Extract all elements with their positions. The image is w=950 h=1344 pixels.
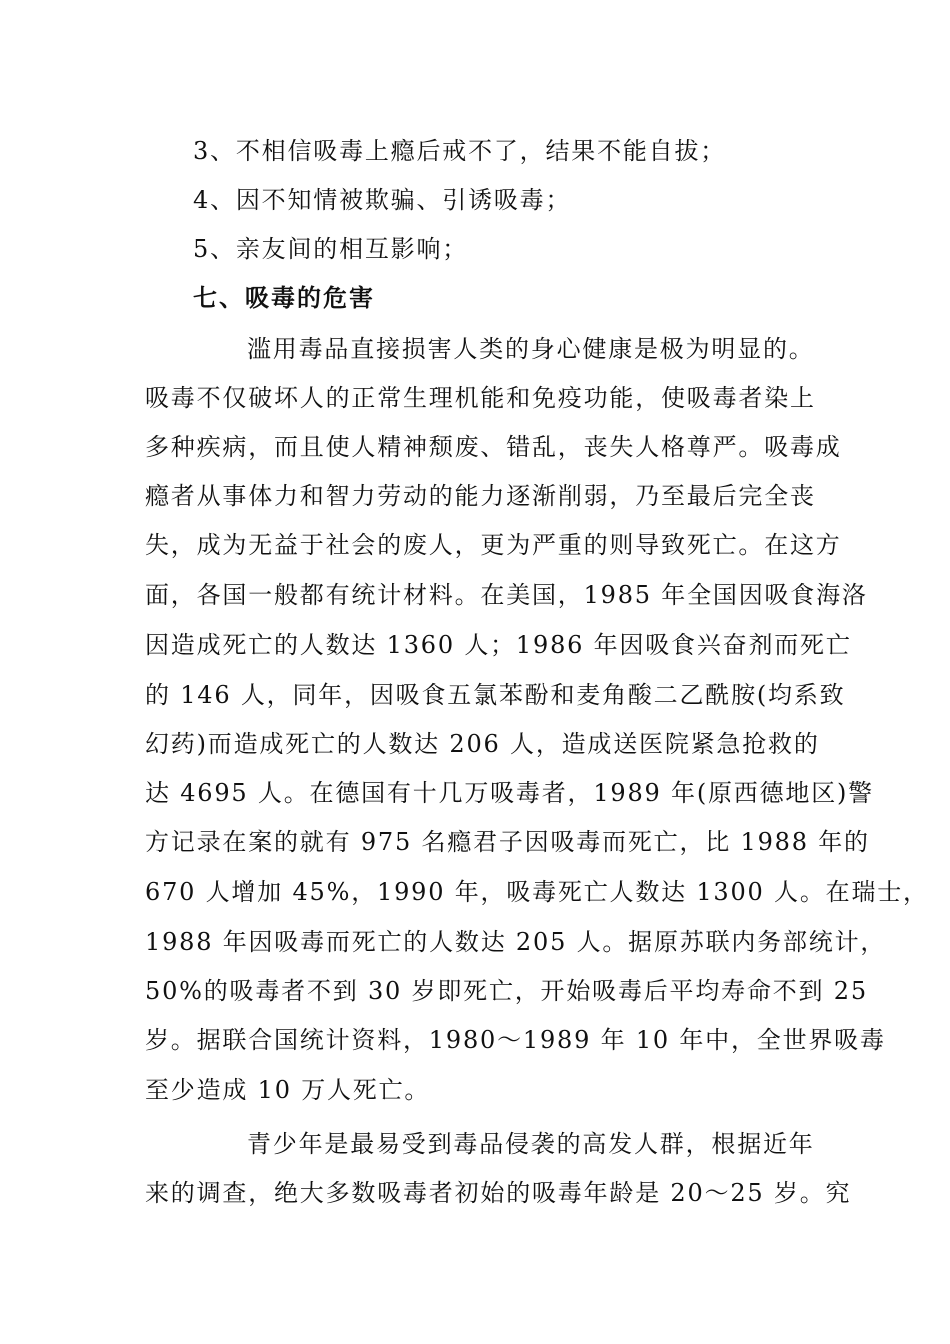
list-item: 3、不相信吸毒上瘾后戒不了，结果不能自拔； [193,137,727,165]
paragraph-line: 多种疾病，而且使人精神颓废、错乱，丧失人格尊严。吸毒成 [145,433,842,461]
paragraph-line: 岁。据联合国统计资料，1980～1989 年 10 年中，全世界吸毒 [145,1026,886,1054]
paragraph-line: 达 4695 人。在德国有十几万吸毒者，1989 年(原西德地区)警 [145,779,874,807]
paragraph-line: 吸毒不仅破坏人的正常生理机能和免疫功能，使吸毒者染上 [145,384,816,412]
paragraph-line: 幻药)而造成死亡的人数达 206 人，造成送医院紧急抢救的 [145,730,820,758]
paragraph-line: 面，各国一般都有统计材料。在美国，1985 年全国因吸食海洛 [145,581,868,609]
paragraph-line: 因造成死亡的人数达 1360 人；1986 年因吸食兴奋剂而死亡 [145,631,852,659]
section-heading: 七、吸毒的危害 [193,283,375,312]
paragraph-line: 来的调查，绝大多数吸毒者初始的吸毒年龄是 20～25 岁。究 [145,1179,852,1207]
paragraph-line: 青少年是最易受到毒品侵袭的高发人群，根据近年 [247,1130,815,1158]
paragraph-line: 至少造成 10 万人死亡。 [145,1076,431,1104]
paragraph-line: 滥用毒品直接损害人类的身心健康是极为明显的。 [247,335,815,363]
list-item: 4、因不知情被欺骗、引诱吸毒； [193,186,572,214]
paragraph-line: 50%的吸毒者不到 30 岁即死亡，开始吸毒后平均寿命不到 25 [145,977,868,1005]
paragraph-line: 失，成为无益于社会的废人，更为严重的则导致死亡。在这方 [145,531,842,559]
paragraph-line: 的 146 人，同年，因吸食五氯苯酚和麦角酸二乙酰胺(均系致 [145,681,846,709]
paragraph-line: 670 人增加 45%，1990 年，吸毒死亡人数达 1300 人。在瑞士， [145,878,929,906]
paragraph-line: 1988 年因吸毒而死亡的人数达 205 人。据原苏联内务部统计， [145,928,887,956]
list-item: 5、亲友间的相互影响； [193,235,469,263]
paragraph-line: 方记录在案的就有 975 名瘾君子因吸毒而死亡，比 1988 年的 [145,828,870,856]
paragraph-line: 瘾者从事体力和智力劳动的能力逐渐削弱，乃至最后完全丧 [145,482,816,510]
